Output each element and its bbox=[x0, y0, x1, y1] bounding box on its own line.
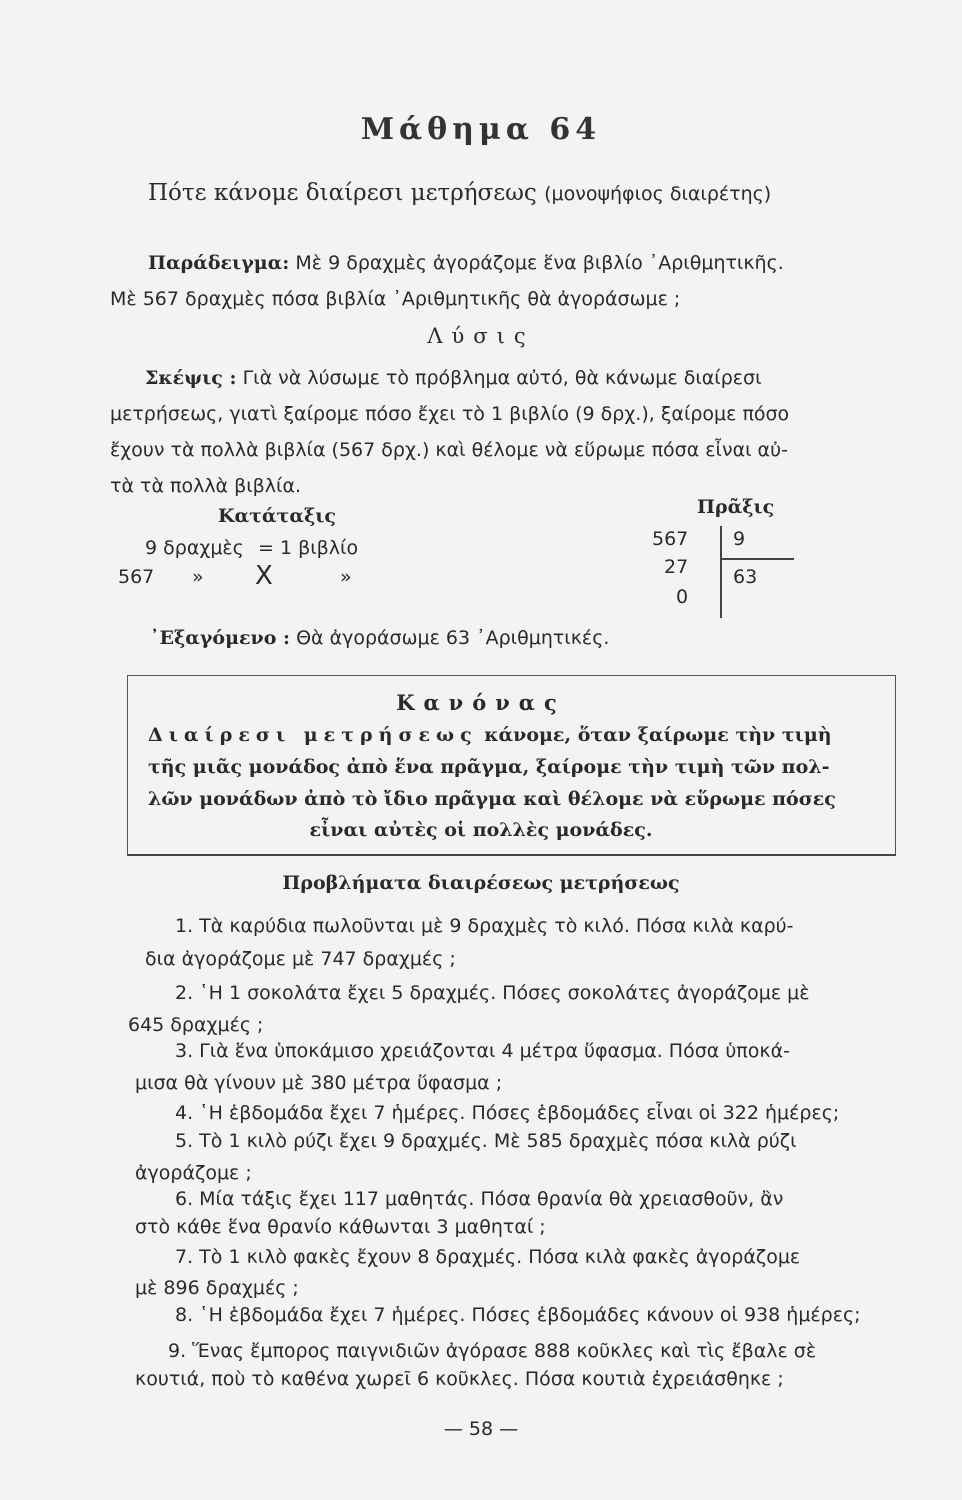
dividend: 567 bbox=[652, 528, 689, 550]
problem-line: κουτιά, ποὺ τὸ καθένα χωρεῖ 6 κοῦκλες. Πόσα κουτιὰ ἐχρειάσθηκε ; bbox=[135, 1368, 784, 1390]
arrangement-row-1-right: = 1 βιβλίο bbox=[258, 537, 359, 559]
solution-line-2: μετρήσεως, γιατὶ ξαίρομε πόσο ἔχει τὸ 1 βιβλίο (9 δρχ.), ξαίρομε πόσο bbox=[110, 403, 790, 425]
divisor: 9 bbox=[733, 528, 746, 550]
problem-line: μὲ 896 δραχμές ; bbox=[135, 1277, 299, 1299]
problem-line: 7. Τὸ 1 κιλὸ φακὲς ἔχουν 8 δραχμές. Πόσα κιλὰ φακὲς ἀγοράζομε bbox=[175, 1246, 801, 1268]
problem-line: 645 δραχμές ; bbox=[128, 1014, 264, 1036]
example-line-1 bbox=[148, 252, 784, 274]
problem-line: 6. Μία τάξις ἔχει 117 μαθητάς. Πόσα θρανία θὰ χρειασθοῦν, ἂν bbox=[175, 1188, 784, 1210]
rule-line-1-rest: κάνομε, ὅταν ξαίρωμε τὴν τιμὴ bbox=[484, 724, 832, 746]
solution-line-3: ἔχουν τὰ πολλὰ βιβλία (567 δρχ.) καὶ θέλομε νὰ εὕρωμε πόσα εἶναι αὐ- bbox=[110, 439, 788, 461]
problem-line: 9. Ἕνας ἔμπορος παιγνιδιῶν ἀγόρασε 888 κοῦκλες καὶ τὶς ἔβαλε σὲ bbox=[168, 1340, 817, 1362]
problem-line: 8. ῾Η ἑβδομάδα ἔχει 7 ἡμέρες. Πόσες ἑβδομάδες κάνουν οἱ 938 ἡμέρες; bbox=[175, 1304, 861, 1326]
solution-heading: Λύσις bbox=[427, 324, 535, 348]
result-text: Θὰ ἀγοράσωμε 63 ᾿Αριθμητικές. bbox=[296, 627, 610, 649]
page-number: — 58 — bbox=[443, 1418, 519, 1440]
rule-line-3: λῶν μονάδων ἀπὸ τὸ ἴδιο πρᾶγμα καὶ θέλομε νὰ εὕρωμε πόσες bbox=[148, 788, 836, 810]
rule-line-1 bbox=[148, 724, 832, 746]
example-line-2: Μὲ 567 δραχμὲς πόσα βιβλία ᾿Αριθμητικῆς θὰ ἀγοράσωμε ; bbox=[110, 288, 681, 310]
subtitle-main: Πότε κάνομε διαίρεσι μετρήσεως bbox=[148, 180, 537, 206]
problem-line: 4. ῾Η ἑβδομάδα ἔχει 7 ἡμέρες. Πόσες ἑβδομάδες εἶναι οἱ 322 ἡμέρες; bbox=[175, 1102, 840, 1124]
rule-lead: Διαίρεσι μετρήσεως bbox=[148, 724, 478, 746]
ditto-mark-left: » bbox=[192, 566, 204, 588]
quotient: 63 bbox=[733, 566, 758, 588]
problem-line: δια ἀγοράζομε μὲ 747 δραχμές ; bbox=[145, 948, 456, 970]
solution-text-1: Γιὰ νὰ λύσωμε τὸ πρόβλημα αὐτό, θὰ κάνωμε διαίρεσι bbox=[242, 367, 762, 389]
ditto-mark-right: » bbox=[340, 566, 352, 588]
rule-line-4: εἶναι αὐτὲς οἱ πολλὲς μονάδες. bbox=[309, 819, 653, 841]
problem-line: μισα θὰ γίνουν μὲ 380 μέτρα ὕφασμα ; bbox=[135, 1072, 503, 1094]
problem-line: 2. ῾Η 1 σοκολάτα ἔχει 5 δραχμές. Πόσες σοκολάτες ἀγοράζομε μὲ bbox=[175, 982, 810, 1004]
example-text-1: Μὲ 9 δραχμὲς ἀγοράζομε ἕνα βιβλίο ᾿Αριθμητικῆς. bbox=[295, 252, 784, 274]
remainder: 0 bbox=[676, 586, 689, 608]
arrangement-row-1-left: 9 δραχμὲς bbox=[145, 537, 244, 559]
lesson-title: Μάθημα 64 bbox=[360, 112, 602, 147]
problems-heading: Προβλήματα διαιρέσεως μετρήσεως bbox=[282, 872, 680, 894]
problem-line: στὸ κάθε ἕνα θρανίο κάθωνται 3 μαθηταί ; bbox=[135, 1216, 546, 1238]
thought-label: Σκέψις : bbox=[145, 367, 237, 389]
arrangement-row-2-number: 567 bbox=[118, 566, 155, 588]
operation-label: Πρᾶξις bbox=[697, 496, 775, 518]
result-line bbox=[150, 627, 609, 649]
problem-line: 5. Τὸ 1 κιλὸ ρύζι ἔχει 9 δραχμές. Μὲ 585 δραχμὲς πόσα κιλὰ ρύζι bbox=[175, 1130, 797, 1152]
rule-line-2: τῆς μιᾶς μονάδος ἀπὸ ἕνα πρᾶγμα, ξαίρομε τὴν τιμὴ τῶν πολ- bbox=[148, 756, 830, 778]
division-vertical-line bbox=[720, 526, 722, 618]
division-horizontal-line bbox=[720, 558, 794, 560]
partial-dividend: 27 bbox=[664, 556, 689, 578]
solution-line-1 bbox=[145, 367, 762, 389]
problem-line: 1. Τὰ καρύδια πωλοῦνται μὲ 9 δραχμὲς τὸ κιλό. Πόσα κιλὰ καρύ- bbox=[175, 915, 794, 937]
rule-heading: Κανόνας bbox=[396, 690, 566, 715]
lesson-subtitle bbox=[148, 180, 771, 206]
arrangement-label: Κατάταξις bbox=[218, 505, 336, 527]
subtitle-note: (μονοψήφιος διαιρέτης) bbox=[544, 183, 772, 205]
result-label: ᾿Εξαγόμενο : bbox=[150, 627, 291, 649]
problem-line: ἀγοράζομε ; bbox=[135, 1162, 252, 1184]
problem-line: 3. Γιὰ ἕνα ὑποκάμισο χρειάζονται 4 μέτρα ὕφασμα. Πόσα ὑποκά- bbox=[175, 1040, 790, 1062]
solution-line-4: τὰ τὰ πολλὰ βιβλία. bbox=[110, 475, 302, 497]
example-label: Παράδειγμα: bbox=[148, 252, 290, 274]
unknown-x: X bbox=[255, 561, 273, 591]
